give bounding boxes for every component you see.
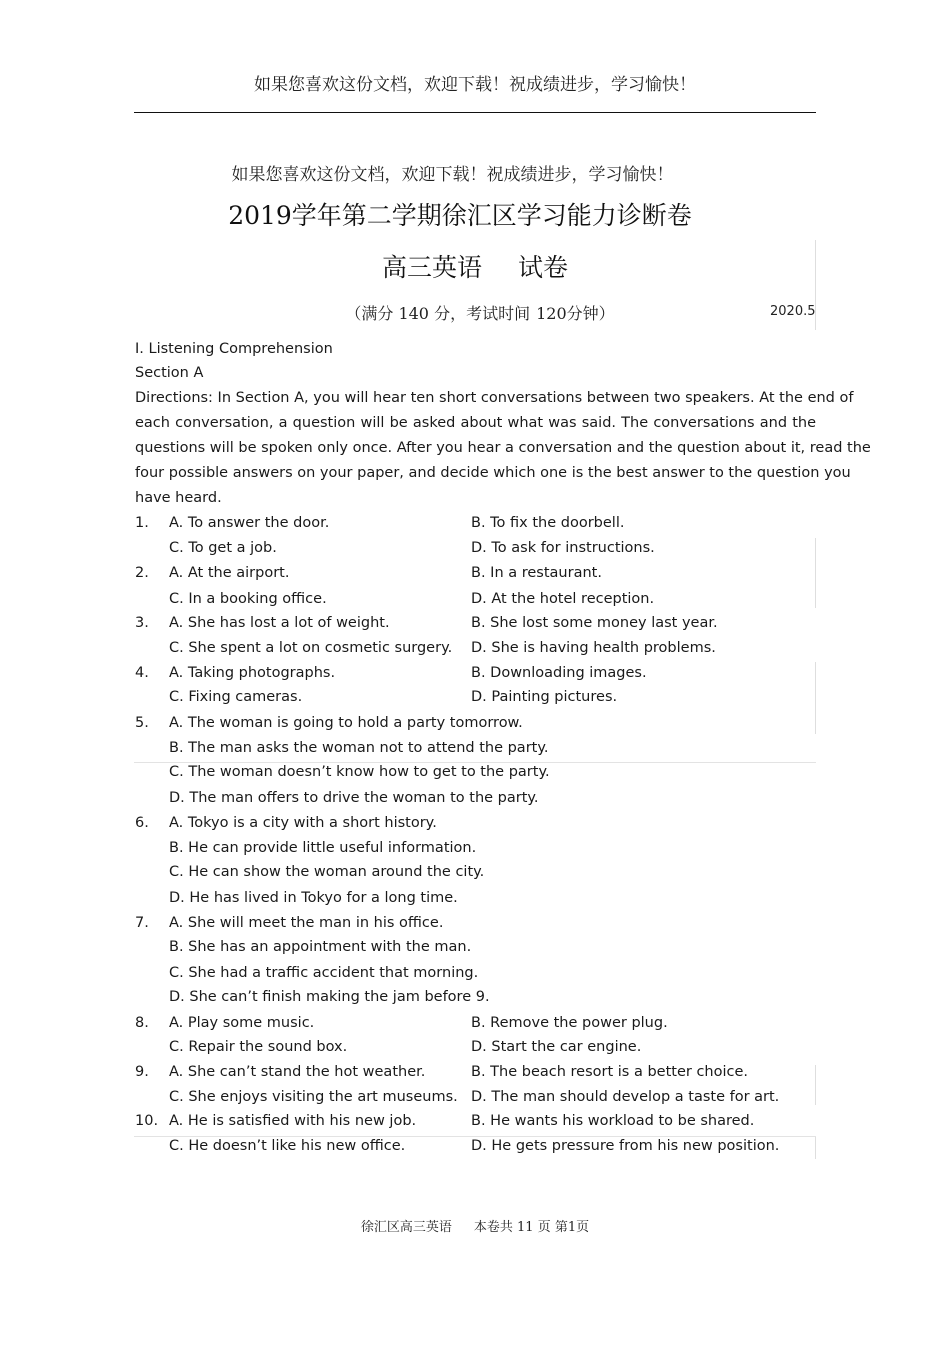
- directions-line: Directions: In Section A, you will hear ten short conversations between two speakers. At the end of: [135, 390, 854, 406]
- question-number: 9.: [135, 1064, 149, 1080]
- option-c: C. He can show the woman around the city.: [169, 864, 485, 880]
- section-heading: I. Listening Comprehension: [135, 341, 333, 357]
- question-number: 6.: [135, 815, 149, 831]
- question-number: 10.: [135, 1113, 159, 1129]
- question-number: 5.: [135, 715, 149, 731]
- option-c: C. The woman doesn’t know how to get to the party.: [169, 764, 550, 780]
- option-c: C. She had a traffic accident that morning.: [169, 965, 479, 981]
- section-subheading: Section A: [135, 365, 204, 381]
- option-d: D. The man should develop a taste for art.: [471, 1089, 780, 1105]
- option-a: A. Taking photographs.: [169, 665, 336, 681]
- directions-line: have heard.: [135, 490, 222, 506]
- score-time-text: 120分钟）: [536, 304, 615, 323]
- question-number: 7.: [135, 915, 149, 931]
- question-number: 1.: [135, 515, 149, 531]
- header-rule: [134, 112, 816, 113]
- option-c: C. She spent a lot on cosmetic surgery.: [169, 640, 453, 656]
- option-c: C. In a booking office.: [169, 591, 327, 607]
- footer-page-info: 本卷共 11 页 第1页: [473, 1220, 590, 1235]
- scan-line: [815, 240, 816, 330]
- option-a: A. To answer the door.: [169, 515, 330, 531]
- option-a: A. She can’t stand the hot weather.: [169, 1064, 426, 1080]
- subtitle-paper: 试卷: [518, 253, 569, 282]
- option-a: A. Play some music.: [169, 1015, 315, 1031]
- option-b: B. In a restaurant.: [471, 565, 602, 581]
- option-a: A. He is satisfied with his new job.: [169, 1113, 417, 1129]
- question-number: 4.: [135, 665, 149, 681]
- score-info-text: （满分 140 分，考试时间: [345, 304, 531, 323]
- option-d: D. He has lived in Tokyo for a long time.: [169, 890, 458, 906]
- scan-line: [815, 1065, 816, 1105]
- top-banner: 如果您喜欢这份文档，欢迎下载！祝成绩进步，学习愉快！: [254, 75, 696, 95]
- directions-line: each conversation, a question will be asked about what was said. The conversations and the: [135, 415, 816, 431]
- option-b: B. She has an appointment with the man.: [169, 939, 472, 955]
- option-a: A. Tokyo is a city with a short history.: [169, 815, 437, 831]
- scan-line: [134, 762, 816, 763]
- sub-banner: 如果您喜欢这份文档，欢迎下载！祝成绩进步，学习愉快！: [231, 165, 674, 185]
- option-b: B. She lost some money last year.: [471, 615, 718, 631]
- option-d: D. She can’t finish making the jam before 9.: [169, 989, 490, 1005]
- option-d: D. Start the car engine.: [471, 1039, 642, 1055]
- option-b: B. Downloading images.: [471, 665, 647, 681]
- option-b: B. He can provide little useful information.: [169, 840, 477, 856]
- subtitle-subject: 高三英语: [381, 253, 482, 282]
- option-d: D. Painting pictures.: [471, 689, 618, 705]
- option-b: B. He wants his workload to be shared.: [471, 1113, 755, 1129]
- option-a: A. At the airport.: [169, 565, 290, 581]
- scan-line: [815, 662, 816, 734]
- option-a: A. She will meet the man in his office.: [169, 915, 444, 931]
- option-b: B. Remove the power plug.: [471, 1015, 668, 1031]
- option-b: B. The beach resort is a better choice.: [471, 1064, 749, 1080]
- exam-title: 2019学年第二学期徐汇区学习能力诊断卷: [228, 201, 692, 230]
- option-d: D. At the hotel reception.: [471, 591, 655, 607]
- option-d: D. She is having health problems.: [471, 640, 716, 656]
- exam-subtitle: [0, 248, 950, 284]
- directions-line: questions will be spoken only once. After you hear a conversation and the question about it, read the: [135, 440, 871, 456]
- question-number: 2.: [135, 565, 149, 581]
- option-c: C. Repair the sound box.: [169, 1039, 348, 1055]
- option-b: B. To fix the doorbell.: [471, 515, 625, 531]
- scan-line: [815, 538, 816, 608]
- option-b: B. The man asks the woman not to attend the party.: [169, 740, 549, 756]
- option-c: C. She enjoys visiting the art museums.: [169, 1089, 458, 1105]
- exam-date: 2020.5: [770, 304, 816, 319]
- question-number: 3.: [135, 615, 149, 631]
- option-d: D. To ask for instructions.: [471, 540, 655, 556]
- option-a: A. She has lost a lot of weight.: [169, 615, 390, 631]
- page-footer: [0, 1216, 950, 1235]
- option-c: C. Fixing cameras.: [169, 689, 303, 705]
- option-a: A. The woman is going to hold a party tomorrow.: [169, 715, 523, 731]
- directions-line: four possible answers on your paper, and decide which one is the best answer to the question you: [135, 465, 851, 481]
- option-d: D. The man offers to drive the woman to the party.: [169, 790, 539, 806]
- option-d: D. He gets pressure from his new position.: [471, 1138, 780, 1154]
- option-c: C. He doesn’t like his new office.: [169, 1138, 406, 1154]
- scan-line: [134, 1136, 816, 1137]
- footer-subject: 徐汇区高三英语: [360, 1220, 452, 1235]
- option-c: C. To get a job.: [169, 540, 277, 556]
- scan-line: [815, 1137, 816, 1159]
- question-number: 8.: [135, 1015, 149, 1031]
